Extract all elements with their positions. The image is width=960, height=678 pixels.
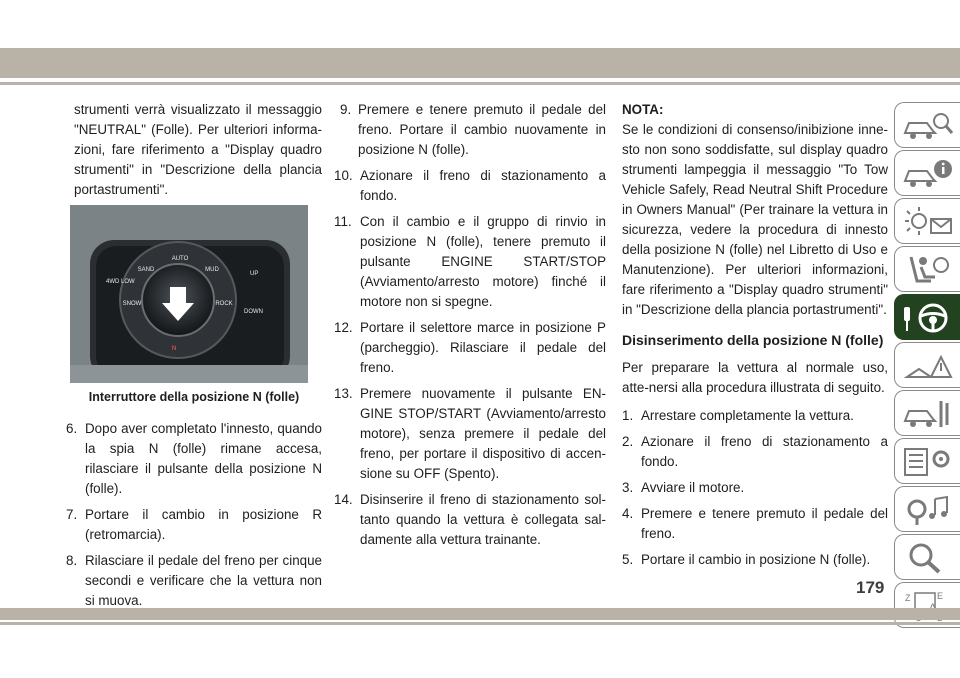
- step-text: Azionare il freno di stazionamento a fondo.: [641, 434, 888, 469]
- list-item: [622, 406, 888, 426]
- step-text: Azionare il freno di stazionamento a fondo.: [360, 168, 606, 203]
- list-item: [334, 212, 606, 312]
- label-up: UP: [250, 271, 259, 277]
- step-number: 4.: [622, 506, 634, 521]
- step-text: Portare il cambio in posizione N (folle).: [641, 552, 871, 567]
- step-text: Premere e tenere premuto il pedale del freno. Portare il cambio nuovamente in posizione N (folle).: [358, 102, 606, 157]
- media-music-icon: [901, 493, 955, 527]
- list-item: [622, 550, 888, 570]
- list-item: [622, 478, 888, 498]
- car-search-icon: [901, 109, 955, 143]
- step-text: Avviare il motore.: [641, 480, 745, 495]
- step-number: 5.: [622, 552, 634, 567]
- tab-steering-wheel-key[interactable]: [894, 294, 960, 340]
- step-text: Premere e tenere premuto il pedale del freno.: [641, 506, 888, 541]
- step-number: 9.: [340, 102, 352, 117]
- label-sand: SAND: [137, 267, 155, 273]
- chapter-tabs: [894, 102, 960, 630]
- list-item: [334, 318, 606, 378]
- list-item: [334, 166, 606, 206]
- step-number: 8.: [66, 553, 78, 568]
- step-number: 2.: [622, 434, 634, 449]
- step-number: 10.: [334, 168, 353, 183]
- label-auto: AUTO: [171, 256, 189, 262]
- footer-rule: [0, 622, 960, 625]
- terrain-selector-photo: [70, 205, 308, 383]
- step-text: Arrestare completamente la vettura.: [641, 408, 854, 423]
- step-text: Dopo aver completato l'innesto, quando la spia N (folle) rimane accesa, rilasciare il pulsante della posizione N (folle).: [85, 421, 322, 496]
- index-letter: E: [937, 591, 944, 601]
- label-mud: MUD: [205, 267, 219, 273]
- tab-car-service[interactable]: [894, 390, 960, 436]
- intro-paragraph: strumenti verrà visualizzato il messaggio "NEUTRAL" (Folle). Per ulteriori informa-zioni, fare riferimento a "Display quadro strumenti" in "Descrizione della plancia portastrumenti".: [74, 102, 322, 197]
- step-text: Premere nuovamente il pulsante EN-GINE STOP/START (Avviamento/arresto motore), senza premere il pedale del freno, per portare il dispositivo di accen-sione su OFF (Spento).: [360, 386, 606, 481]
- step-number: 12.: [334, 320, 353, 335]
- list-item: [66, 419, 322, 499]
- section-intro: Per preparare la vettura al normale uso, atte-nersi alla procedura illustrata di seguito.: [622, 360, 888, 395]
- label-4wd-low: 4WD LOW: [106, 279, 135, 285]
- step-number: 1.: [622, 408, 634, 423]
- steps-list-right: [622, 406, 888, 570]
- step-number: 14.: [334, 492, 353, 507]
- step-text: Con il cambio e il gruppo di rinvio in posizione N (folle), tenere premuto il pulsante ENGINE START/STOP (Avviamento/arresto motore) finché il motore non si spegne.: [360, 214, 606, 309]
- label-snow: SNOW: [122, 301, 142, 307]
- figure-caption: Interruttore della posizione N (folle): [88, 390, 300, 404]
- tab-warning-triangle[interactable]: [894, 342, 960, 388]
- label-rock: ROCK: [215, 301, 233, 307]
- note-text: Se le condizioni di consenso/inibizione inne-sto non sono soddisfatte, sul display quadro strumenti lampeggia il messaggio "To Tow Vehicle Safely, Read Neutral Shift Procedure in Owners Manual" (Per trainare la vettura in sicurezza, vedere la procedura di innesto della posizione N (folle) nel Libretto di Uso e Manutenzione). Per ulteriori informazioni, fare riferimento a "Display quadro strumenti" in "Descrizione della plancia portastrumenti".: [622, 122, 888, 317]
- car-info-icon: [901, 157, 955, 191]
- label-n: N: [171, 346, 177, 352]
- step-number: 7.: [66, 507, 78, 522]
- list-item: [66, 551, 322, 611]
- list-item: [334, 490, 606, 550]
- warning-lights-icon: [901, 205, 955, 239]
- list-item: [622, 504, 888, 544]
- list-item: [340, 100, 606, 160]
- step-number: 13.: [334, 386, 353, 401]
- tab-car-info[interactable]: [894, 150, 960, 196]
- tab-search[interactable]: [894, 534, 960, 580]
- warning-triangle-icon: [901, 349, 955, 383]
- label-down: DOWN: [244, 309, 263, 315]
- tab-airbag-seat[interactable]: [894, 246, 960, 292]
- steps-list-left: [66, 419, 322, 611]
- header-band: [0, 48, 960, 78]
- specs-gears-icon: [901, 445, 955, 479]
- note-label: NOTA:: [622, 102, 664, 117]
- step-number: 6.: [66, 421, 78, 436]
- neutral-switch-figure: [70, 205, 308, 383]
- steps-list-middle: [334, 100, 606, 550]
- car-service-icon: [901, 397, 955, 431]
- step-number: 3.: [622, 480, 634, 495]
- step-text: Disinserire il freno di stazionamento sol-tanto quando la vettura è collegata sal-damente alla vettura trainante.: [360, 492, 606, 547]
- list-item: [66, 505, 322, 545]
- airbag-seat-icon: [901, 253, 955, 287]
- list-item: [622, 432, 888, 472]
- footer-band: [0, 608, 960, 620]
- search-icon: [901, 541, 955, 575]
- page-number: 179: [856, 578, 885, 597]
- header-rule: [0, 82, 960, 85]
- step-text: Rilasciare il pedale del freno per cinque secondi e verificare che la vettura non si muova.: [85, 553, 322, 608]
- tab-specs-gears[interactable]: [894, 438, 960, 484]
- step-number: 11.: [334, 214, 352, 229]
- tab-media-music[interactable]: [894, 486, 960, 532]
- index-letter: Z: [905, 593, 911, 603]
- steering-wheel-key-icon: [901, 301, 955, 335]
- section-heading: Disinserimento della posizione N (folle): [622, 332, 884, 348]
- right-column: [622, 100, 888, 576]
- step-text: Portare il cambio in posizione R (retromarcia).: [85, 507, 322, 542]
- list-item: [334, 384, 606, 484]
- left-column: [66, 100, 322, 617]
- step-text: Portare il selettore marce in posizione P (parcheggio). Rilasciare il pedale del freno.: [360, 320, 606, 375]
- middle-column: [334, 100, 606, 556]
- tab-car-search[interactable]: [894, 102, 960, 148]
- tab-warning-lights[interactable]: [894, 198, 960, 244]
